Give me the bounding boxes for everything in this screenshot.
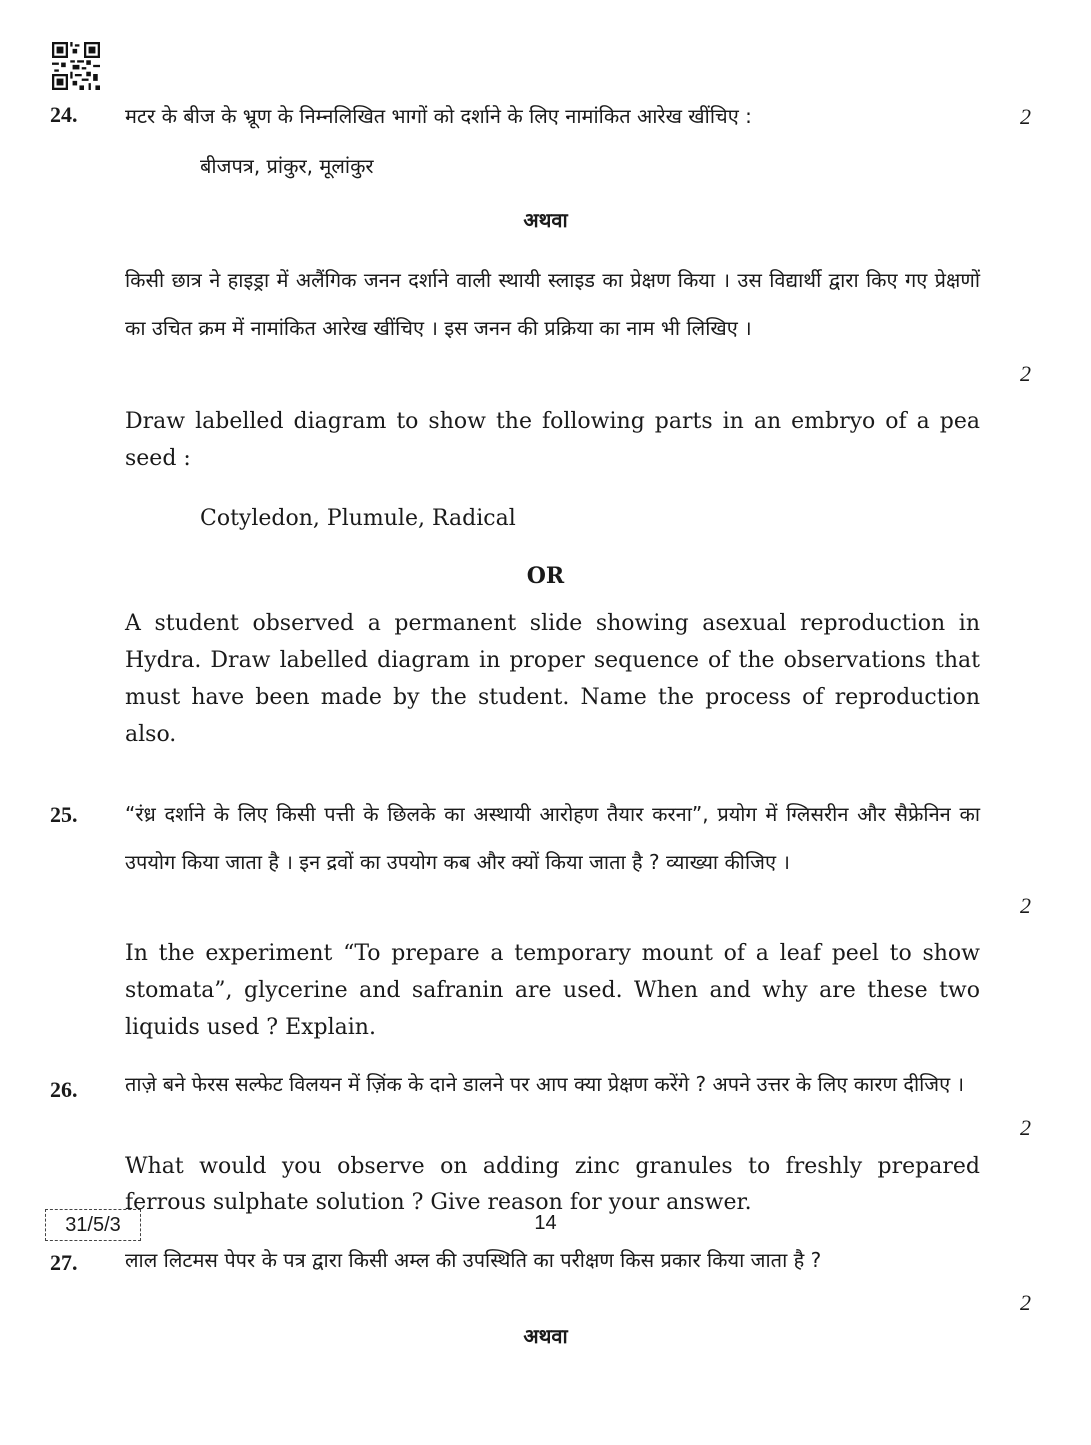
q24-hindi-question: मटर के बीज के भ्रूण के निम्नलिखित भागों को दर्शाने के लिए नामांकित आरेख खींचिए :: [125, 104, 752, 128]
q24-english-or: OR: [526, 563, 565, 589]
q27-marks: 2: [1020, 1290, 1031, 1315]
q24-hindi-alternative: किसी छात्र ने हाइड्रा में अलैंगिक जनन दर्शाने वाली स्थायी स्लाइड का प्रेक्षण किया । उस विद्यार्थी द्वारा किए गए प्रेक्षणों का उचित क्रम में नामांकित आरेख खींचिए । इस जनन की प्रक्रिया का नाम भी लिखिए ।: [125, 268, 980, 340]
question-number-26: 26.: [50, 1077, 78, 1102]
question-number-24: 24.: [50, 102, 78, 127]
q24-english-parts: Cotyledon, Plumule, Radical: [200, 506, 516, 531]
q26-marks: 2: [1020, 1115, 1031, 1140]
q24-marks: 2: [1020, 104, 1031, 129]
question-number-27: 27.: [50, 1250, 78, 1275]
q26-english-question: What would you observe on adding zinc granules to freshly prepared ferrous sulphate solution ? Give reason for your answer.: [125, 1154, 980, 1215]
q24-hindi-parts: बीजपत्र, प्रांकुर, मूलांकुर: [200, 154, 374, 178]
q26-hindi-question: ताज़े बने फेरस सल्फेट विलयन में ज़िंक के दाने डालने पर आप क्या प्रेक्षण करेंगे ? अपने उत्तर के लिए कारण दीजिए ।: [125, 1072, 965, 1096]
q24-english-question: Draw labelled diagram to show the following parts in an embryo of a pea seed :: [125, 409, 980, 471]
q27-hindi-question: लाल लिटमस पेपर के पत्र द्वारा किसी अम्ल की उपस्थिति का परीक्षण किस प्रकार किया जाता है ?: [125, 1248, 822, 1272]
question-number-25: 25.: [50, 802, 78, 827]
q27-hindi-or: अथवा: [523, 1324, 568, 1348]
qr-code: [52, 42, 100, 90]
q25-hindi-question: “रंध्र दर्शाने के लिए किसी पत्ती के छिलके का अस्थायी आरोहण तैयार करना”, प्रयोग में ग्लिसरीन और सैफ्रेनिन का उपयोग किया जाता है । इन द्रवों का उपयोग कब और क्यों किया जाता है ? व्याख्या कीजिए ।: [125, 802, 980, 874]
paper-code: 31/5/3: [45, 1209, 141, 1241]
q25-english-question: In the experiment “To prepare a temporary mount of a leaf peel to show stomata”, glycerine and safranin are used. When and why are these two liquids used ? Explain.: [125, 941, 980, 1040]
q24-english-alternative: A student observed a permanent slide showing asexual reproduction in Hydra. Draw labelled diagram in proper sequence of the observations that must have been made by the student. Name the process of reproduction also.: [125, 611, 980, 747]
q25-marks: 2: [1020, 893, 1031, 918]
q24-alt-marks: 2: [1020, 361, 1031, 386]
page-number: 14: [534, 1212, 557, 1234]
q24-hindi-or: अथवा: [523, 208, 568, 232]
